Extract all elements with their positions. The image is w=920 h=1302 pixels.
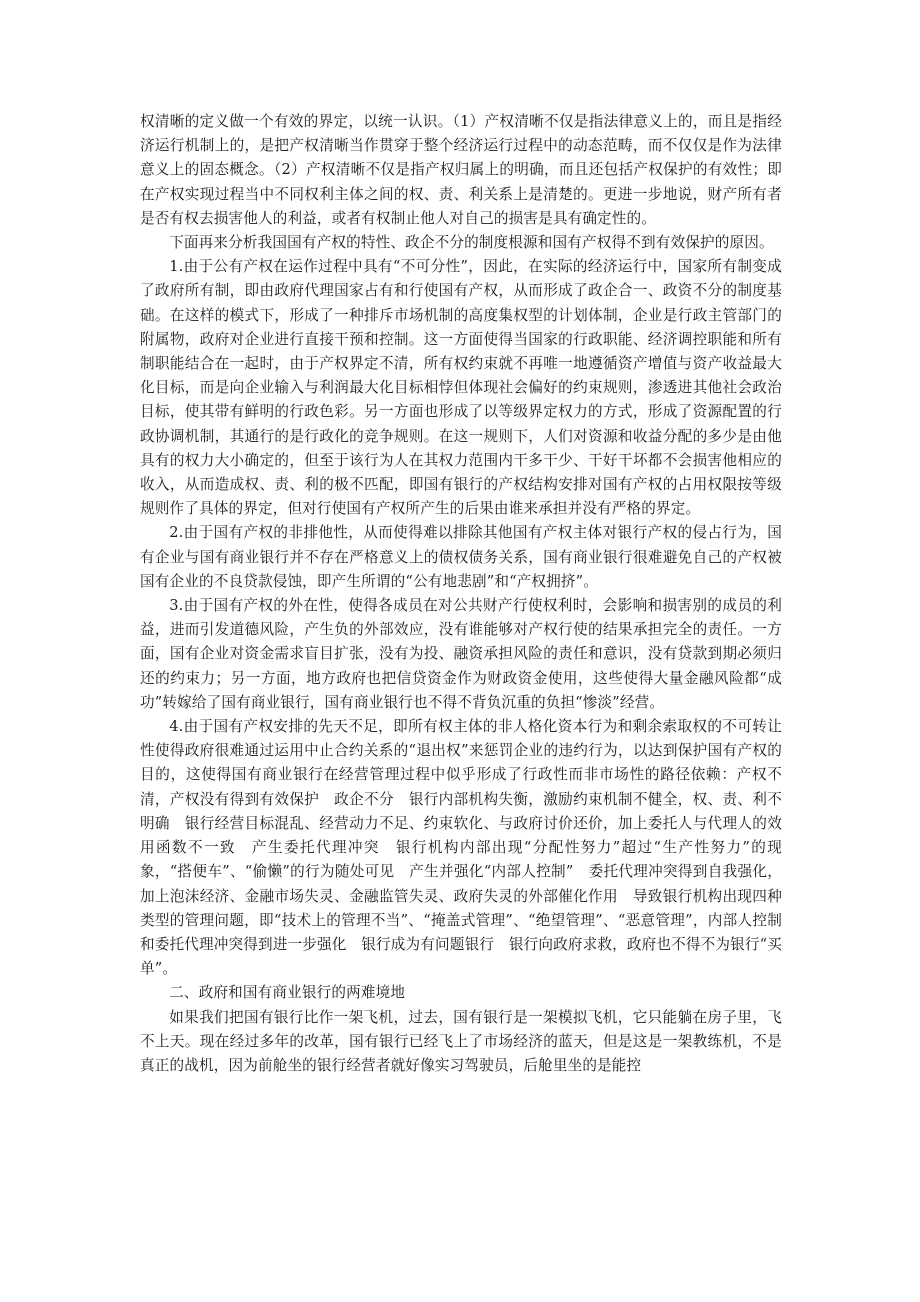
paragraph-1: 权清晰的定义做一个有效的界定，以统一认识。（1）产权清晰不仅是指法律意义上的，而且是指经济运行机制上的，是把产权清晰当作贯穿于整个经济运行过程中的动态范畴，而不仅仅是作为法律意义上的固态概念。（2）产权清晰不仅是指产权归属上的明确，而且还包括产权保护的有效性；即在产权实现过程当中不同权利主体之间的权、责、利关系上是清楚的。更进一步地说，财产所有者是否有权去损害他人的利益，或者有权制止他人对自己的损害是具有确定性的。 — [140, 113, 782, 227]
section-heading: 二、政府和国有商业银行的两难境地 — [169, 984, 406, 1002]
paragraph-2: 下面再来分析我国国有产权的特性、政企不分的制度根源和国有产权得不到有效保护的原因。 — [169, 234, 774, 252]
paragraph-6: 4.由于国有产权安排的先天不足，即所有权主体的非人格化资本行为和剩余索取权的不可转让性使得政府很难通过运用中止合约关系的“退出权”来惩罚企业的违约行为，以达到保护国有产权的目的，这使得国有商业银行在经营管理过程中似乎形成了行政性而非市场性的路径依赖：产权不清，产权没有得到有效保护 政企不分 银行内部机构失衡，激励约束机制不健全，权、责、利不明确 银行经营目标混乱、经营动力不足、约束软化、与政府讨价还价，加上委托人与代理人的效用函数不一致 产生委托代理冲突 银行机构内部出现“分配性努力”超过“生产性努力”的现象，“搭便车”、“偷懒”的行为随处可见 产生并强化“内部人控制” 委托代理冲突得到自我强化，加上泡沫经济、金融市场失灵、金融监管失灵、政府失灵的外部催化作用 导致银行机构出现四种类型的管理问题，即“技术上的管理不当”、“掩盖式管理”、“绝望管理”、“恶意管理”，内部人控制和委托代理冲突得到进一步强化 银行成为有问题银行 银行向政府求救，政府也不得不为银行“买单”。 — [140, 718, 782, 978]
paragraph-8: 如果我们把国有银行比作一架飞机，过去，国有银行是一架模拟飞机，它只能躺在房子里，飞不上天。现在经过多年的改革，国有银行已经飞上了市场经济的蓝天，但是这是一架教练机，不是真正的战机，因为前舱坐的银行经营者就好像实习驾驶员，后舱里坐的是能控 — [140, 1008, 782, 1074]
paragraph-3: 1.由于公有产权在运作过程中具有“不可分性”，因此，在实际的经济运行中，国家所有制变成了政府所有制，即由政府代理国家占有和行使国有产权，从而形成了政企合一、政资不分的制度基础。在这样的模式下，形成了一种排斥市场机制的高度集权型的计划体制，企业是行政主管部门的附属物，政府对企业进行直接干预和控制。这一方面使得当国家的行政职能、经济调控职能和所有制职能结合在一起时，由于产权界定不清，所有权约束就不再唯一地遵循资产增值与资产收益最大化目标，而是向企业输入与利润最大化目标相悖但体现社会偏好的约束规则，渗透进其他社会政治目标，使其带有鲜明的行政色彩。另一方面也形成了以等级界定权力的方式，形成了资源配置的行政协调机制，其通行的是行政化的竞争规则。在这一规则下，人们对资源和收益分配的多少是由他具有的权力大小确定的，但至于该行为人在其权力范围内干多干少、干好干坏都不会损害他相应的收入，从而造成权、责、利的极不匹配，即国有银行的产权结构安排对国有产权的占用权限按等级规则作了具体的界定，但对行使国有产权所产生的后果由谁来承担并没有严格的界定。 — [140, 258, 782, 518]
document-page — [140, 110, 782, 1078]
paragraph-5: 3.由于国有产权的外在性，使得各成员在对公共财产行使权利时，会影响和损害别的成员的利益，进而引发道德风险，产生负的外部效应，没有谁能够对产权行使的结果承担完全的责任。一方面，国有企业对资金需求盲目扩张，没有为投、融资承担风险的责任和意识，没有贷款到期必须归还的约束力；另一方面，地方政府也把信贷资金作为财政资金使用，这些使得大量金融风险都“成功”转嫁给了国有商业银行，国有商业银行也不得不背负沉重的负担“惨淡”经营。 — [140, 597, 782, 711]
paragraph-4: 2.由于国有产权的非排他性，从而使得难以排除其他国有产权主体对银行产权的侵占行为，国有企业与国有商业银行并不存在严格意义上的债权债务关系，国有商业银行很难避免自己的产权被国有企业的不良贷款侵蚀，即产生所谓的“公有地悲剧”和“产权拥挤”。 — [140, 524, 782, 590]
